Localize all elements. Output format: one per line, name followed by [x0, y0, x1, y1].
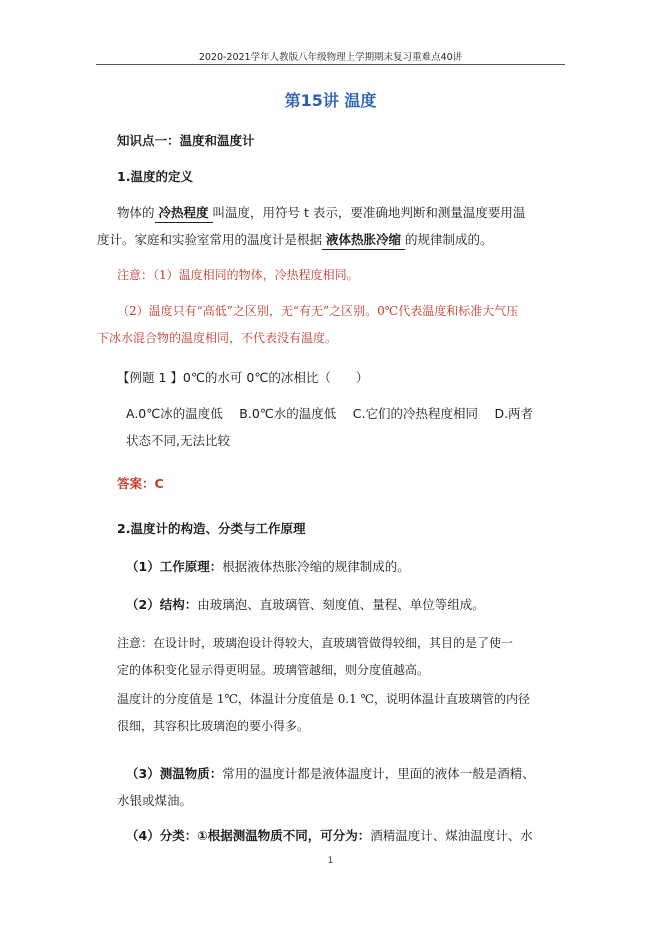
- page-title: 第15讲 温度: [284, 91, 377, 110]
- item-classification: （4）分类：①根据测温物质不同，可分为：酒精温度计、煤油温度计、水: [126, 828, 533, 843]
- options-line-1: A.0℃冰的温度低 B.0℃水的温度低 C.它们的冷热程度相同 D.两者: [126, 406, 534, 421]
- definition-line-1: 物体的 冷热程度 叫温度，用符号 t 表示，要准确地判断和测量温度要用温: [117, 199, 565, 226]
- blank-answer-1: 冷热程度: [155, 204, 213, 223]
- division-line-2: 很细，其容积比玻璃泡的要小得多。: [117, 719, 310, 733]
- page-header: 2020-2021学年人教版八年级物理上学期期末复习重难点40讲: [198, 52, 463, 63]
- note-2-line-1: （2）温度只有“高低”之区别，无“有无”之区别。0℃代表温度和标准大气压: [117, 304, 519, 318]
- note-1: 注意：（1）温度相同的物体，冷热程度相同。: [117, 268, 359, 282]
- example-options: [117, 400, 565, 454]
- options-line-2: 状态不同,无法比较: [126, 433, 230, 448]
- item-working-principle: （1）工作原理：根据液体热胀冷缩的规律制成的。: [126, 559, 410, 574]
- division-line-1: 温度计的分度值是 1℃，体温计分度值是 0.1 ℃，说明体温计直玻璃管的内径: [117, 692, 531, 706]
- structure-note-line-2: 定的体积变化显示得更明显。玻璃管越细，则分度值越高。: [117, 663, 430, 677]
- definition-paragraph: [97, 199, 565, 253]
- definition-line-2: 度计。家庭和实验室常用的温度计是根据 液体热胀冷缩 的规律制成的。: [97, 226, 565, 253]
- note-2: [97, 298, 565, 352]
- item-structure: （2）结构：由玻璃泡、直玻璃管、刻度值、量程、单位等组成。: [126, 597, 485, 612]
- section2-heading: 2.温度计的构造、分类与工作原理: [117, 521, 306, 536]
- blank-answer-2: 液体热胀冷缩: [322, 231, 405, 250]
- header-divider: [96, 64, 565, 65]
- section1-heading: 1.温度的定义: [117, 169, 193, 184]
- note-2-line-2: 下冰水混合物的温度相同，不代表没有温度。: [97, 331, 338, 345]
- division-value-paragraph: [117, 686, 565, 740]
- structure-note: [117, 630, 565, 684]
- structure-note-line-1: 注意：在设计时，玻璃泡设计得较大，直玻璃管做得较细，其目的是了使一: [117, 636, 514, 650]
- item-measuring-substance: （3）测温物质：常用的温度计都是液体温度计，里面的液体一般是酒精、 水银或煤油。: [117, 766, 535, 808]
- example-question: 【例题 1 】0℃的水可 0℃的冰相比（ ）: [117, 370, 369, 385]
- knowledge-heading: 知识点一：温度和温度计: [117, 133, 255, 148]
- page-number: 1: [327, 856, 334, 866]
- example-answer: 答案：C: [117, 476, 164, 491]
